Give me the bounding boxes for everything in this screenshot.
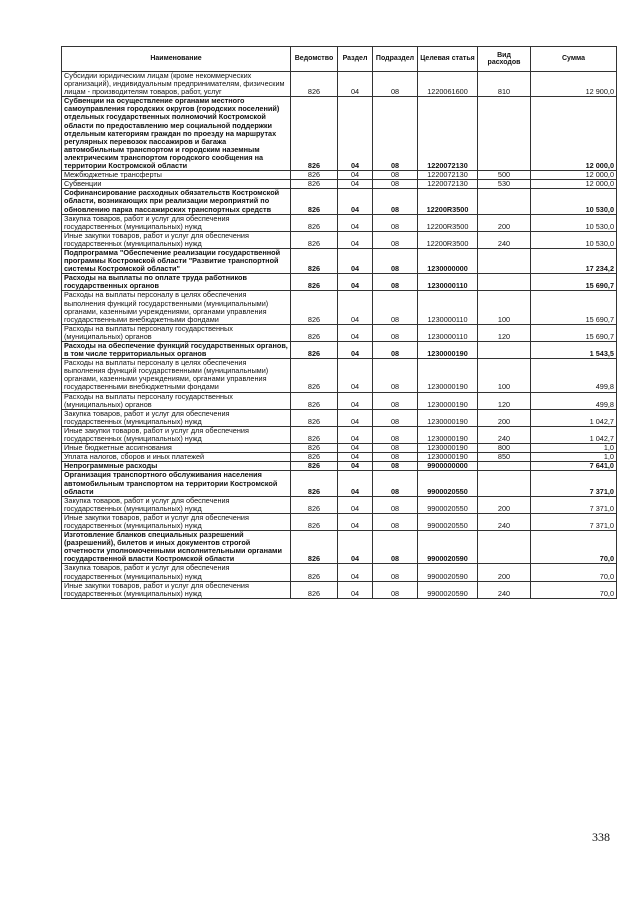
header-row bbox=[62, 47, 617, 72]
cell-section: 04 bbox=[338, 180, 373, 189]
cell-dept: 826 bbox=[291, 462, 338, 471]
cell-dept: 826 bbox=[291, 342, 338, 359]
cell-sum: 1 543,5 bbox=[531, 342, 617, 359]
table-row bbox=[62, 426, 617, 443]
cell-subsection: 08 bbox=[373, 274, 418, 291]
cell-target: 1230000110 bbox=[418, 291, 478, 324]
table-row bbox=[62, 564, 617, 581]
cell-sum: 1 042,7 bbox=[531, 409, 617, 426]
cell-name: Софинансирование расходных обязательств Костромской области, возникающих при реализации мероприятий по обновлению парка пассажирских транспортных средств bbox=[62, 189, 291, 214]
cell-section: 04 bbox=[338, 444, 373, 453]
table-header bbox=[62, 47, 617, 72]
cell-section: 04 bbox=[338, 496, 373, 513]
cell-target: 1230000190 bbox=[418, 392, 478, 409]
cell-exp-type: 100 bbox=[478, 291, 531, 324]
cell-dept: 826 bbox=[291, 513, 338, 530]
cell-name: Расходы на выплаты персоналу государственных (муниципальных) органов bbox=[62, 392, 291, 409]
cell-dept: 826 bbox=[291, 453, 338, 462]
cell-dept: 826 bbox=[291, 409, 338, 426]
cell-section: 04 bbox=[338, 426, 373, 443]
cell-subsection: 08 bbox=[373, 471, 418, 496]
cell-target: 9900020550 bbox=[418, 471, 478, 496]
table-row bbox=[62, 496, 617, 513]
cell-subsection: 08 bbox=[373, 324, 418, 341]
cell-exp-type: 200 bbox=[478, 214, 531, 231]
cell-target: 9900000000 bbox=[418, 462, 478, 471]
table-row bbox=[62, 189, 617, 214]
cell-exp-type bbox=[478, 97, 531, 171]
cell-target: 1230000190 bbox=[418, 426, 478, 443]
cell-dept: 826 bbox=[291, 471, 338, 496]
cell-exp-type: 240 bbox=[478, 231, 531, 248]
cell-sum: 70,0 bbox=[531, 564, 617, 581]
table-row bbox=[62, 180, 617, 189]
cell-subsection: 08 bbox=[373, 291, 418, 324]
cell-name: Закупка товаров, работ и услуг для обеспечения государственных (муниципальных) нужд bbox=[62, 409, 291, 426]
cell-section: 04 bbox=[338, 564, 373, 581]
cell-target: 12200R3500 bbox=[418, 214, 478, 231]
cell-dept: 826 bbox=[291, 324, 338, 341]
cell-target: 1220061600 bbox=[418, 72, 478, 97]
cell-subsection: 08 bbox=[373, 409, 418, 426]
cell-sum: 499,8 bbox=[531, 392, 617, 409]
cell-name: Расходы на обеспечение функций государственных органов, в том числе территориальных органов bbox=[62, 342, 291, 359]
cell-dept: 826 bbox=[291, 359, 338, 392]
cell-exp-type: 200 bbox=[478, 564, 531, 581]
cell-exp-type: 120 bbox=[478, 392, 531, 409]
cell-exp-type: 800 bbox=[478, 444, 531, 453]
cell-dept: 826 bbox=[291, 248, 338, 273]
cell-exp-type: 200 bbox=[478, 409, 531, 426]
cell-exp-type: 500 bbox=[478, 171, 531, 180]
header-sum: Сумма bbox=[531, 47, 617, 72]
cell-dept: 826 bbox=[291, 97, 338, 171]
cell-subsection: 08 bbox=[373, 462, 418, 471]
cell-exp-type bbox=[478, 189, 531, 214]
table-row bbox=[62, 72, 617, 97]
cell-section: 04 bbox=[338, 409, 373, 426]
cell-sum: 499,8 bbox=[531, 359, 617, 392]
cell-target: 1230000000 bbox=[418, 248, 478, 273]
cell-name: Иные закупки товаров, работ и услуг для обеспечения государственных (муниципальных) нужд bbox=[62, 231, 291, 248]
cell-sum: 17 234,2 bbox=[531, 248, 617, 273]
table-row bbox=[62, 513, 617, 530]
cell-dept: 826 bbox=[291, 392, 338, 409]
cell-target: 1220072130 bbox=[418, 180, 478, 189]
cell-subsection: 08 bbox=[373, 97, 418, 171]
cell-name: Закупка товаров, работ и услуг для обеспечения государственных (муниципальных) нужд bbox=[62, 496, 291, 513]
table-row bbox=[62, 453, 617, 462]
page-number: 338 bbox=[592, 830, 610, 844]
header-subsection: Подраздел bbox=[373, 47, 418, 72]
cell-name: Уплата налогов, сборов и иных платежей bbox=[62, 453, 291, 462]
cell-target: 12200R3500 bbox=[418, 189, 478, 214]
cell-section: 04 bbox=[338, 274, 373, 291]
cell-subsection: 08 bbox=[373, 171, 418, 180]
cell-target: 1220072130 bbox=[418, 171, 478, 180]
table-row bbox=[62, 462, 617, 471]
cell-subsection: 08 bbox=[373, 453, 418, 462]
cell-subsection: 08 bbox=[373, 426, 418, 443]
table-row bbox=[62, 274, 617, 291]
cell-sum: 70,0 bbox=[531, 531, 617, 564]
cell-section: 04 bbox=[338, 72, 373, 97]
cell-name: Субвенции bbox=[62, 180, 291, 189]
header-name: Наименование bbox=[62, 47, 291, 72]
cell-section: 04 bbox=[338, 462, 373, 471]
cell-name: Изготовление бланков специальных разрешений (разрешений), билетов и иных документов строгой отчетности уполномоченными исполнительными органами государственной власти Костромской области bbox=[62, 531, 291, 564]
table-row bbox=[62, 97, 617, 171]
cell-exp-type bbox=[478, 462, 531, 471]
cell-section: 04 bbox=[338, 392, 373, 409]
cell-name: Расходы на выплаты персоналу государственных (муниципальных) органов bbox=[62, 324, 291, 341]
cell-dept: 826 bbox=[291, 214, 338, 231]
cell-dept: 826 bbox=[291, 72, 338, 97]
cell-subsection: 08 bbox=[373, 359, 418, 392]
table-row bbox=[62, 531, 617, 564]
cell-sum: 12 000,0 bbox=[531, 180, 617, 189]
cell-target: 9900020550 bbox=[418, 513, 478, 530]
cell-name: Иные бюджетные ассигнования bbox=[62, 444, 291, 453]
cell-sum: 7 371,0 bbox=[531, 513, 617, 530]
cell-subsection: 08 bbox=[373, 392, 418, 409]
cell-sum: 1,0 bbox=[531, 453, 617, 462]
cell-subsection: 08 bbox=[373, 214, 418, 231]
cell-target: 1230000110 bbox=[418, 324, 478, 341]
cell-sum: 7 641,0 bbox=[531, 462, 617, 471]
cell-section: 04 bbox=[338, 359, 373, 392]
cell-exp-type bbox=[478, 342, 531, 359]
cell-section: 04 bbox=[338, 453, 373, 462]
cell-exp-type bbox=[478, 471, 531, 496]
cell-name: Расходы на выплаты по оплате труда работников государственных органов bbox=[62, 274, 291, 291]
cell-sum: 1 042,7 bbox=[531, 426, 617, 443]
cell-subsection: 08 bbox=[373, 180, 418, 189]
cell-exp-type bbox=[478, 248, 531, 273]
cell-exp-type: 240 bbox=[478, 581, 531, 598]
cell-name: Субвенции на осуществление органами местного самоуправления городских округов (городских поселений) отдельных государственных полномочий Костромской области по предоставлению мер социальной поддержки отдельным категориям граждан по проезду на маршрутах регулярных перевозок пассажиров и багажа автомобильным транспортом и городским наземным электрическим транспортом городского сообщения на территории Костромской области bbox=[62, 97, 291, 171]
cell-section: 04 bbox=[338, 342, 373, 359]
cell-name: Подпрограмма "Обеспечение реализации государственной программы Костромской области "Развитие транспортной системы Костромской области" bbox=[62, 248, 291, 273]
cell-sum: 10 530,0 bbox=[531, 231, 617, 248]
cell-exp-type: 530 bbox=[478, 180, 531, 189]
table-body bbox=[62, 72, 617, 599]
cell-exp-type bbox=[478, 274, 531, 291]
cell-dept: 826 bbox=[291, 231, 338, 248]
cell-sum: 12 900,0 bbox=[531, 72, 617, 97]
table-row bbox=[62, 409, 617, 426]
cell-subsection: 08 bbox=[373, 248, 418, 273]
table-row bbox=[62, 392, 617, 409]
cell-sum: 10 530,0 bbox=[531, 189, 617, 214]
cell-subsection: 08 bbox=[373, 189, 418, 214]
cell-dept: 826 bbox=[291, 564, 338, 581]
table-row bbox=[62, 291, 617, 324]
cell-subsection: 08 bbox=[373, 581, 418, 598]
cell-dept: 826 bbox=[291, 444, 338, 453]
cell-target: 9900020550 bbox=[418, 496, 478, 513]
cell-sum: 15 690,7 bbox=[531, 324, 617, 341]
cell-dept: 826 bbox=[291, 274, 338, 291]
cell-section: 04 bbox=[338, 581, 373, 598]
cell-dept: 826 bbox=[291, 426, 338, 443]
cell-section: 04 bbox=[338, 189, 373, 214]
cell-subsection: 08 bbox=[373, 513, 418, 530]
cell-name: Непрограммные расходы bbox=[62, 462, 291, 471]
budget-table-sheet bbox=[61, 46, 616, 599]
header-section: Раздел bbox=[338, 47, 373, 72]
cell-sum: 10 530,0 bbox=[531, 214, 617, 231]
cell-exp-type: 120 bbox=[478, 324, 531, 341]
cell-dept: 826 bbox=[291, 189, 338, 214]
cell-subsection: 08 bbox=[373, 496, 418, 513]
cell-target: 1230000190 bbox=[418, 342, 478, 359]
table-row bbox=[62, 581, 617, 598]
table-row bbox=[62, 231, 617, 248]
cell-section: 04 bbox=[338, 291, 373, 324]
cell-target: 9900020590 bbox=[418, 564, 478, 581]
cell-section: 04 bbox=[338, 471, 373, 496]
cell-exp-type: 240 bbox=[478, 426, 531, 443]
cell-sum: 7 371,0 bbox=[531, 471, 617, 496]
cell-section: 04 bbox=[338, 513, 373, 530]
cell-name: Межбюджетные трансферты bbox=[62, 171, 291, 180]
cell-exp-type: 200 bbox=[478, 496, 531, 513]
cell-section: 04 bbox=[338, 231, 373, 248]
cell-dept: 826 bbox=[291, 581, 338, 598]
cell-section: 04 bbox=[338, 531, 373, 564]
cell-target: 1230000190 bbox=[418, 444, 478, 453]
cell-subsection: 08 bbox=[373, 231, 418, 248]
cell-exp-type: 240 bbox=[478, 513, 531, 530]
cell-name: Иные закупки товаров, работ и услуг для обеспечения государственных (муниципальных) нужд bbox=[62, 581, 291, 598]
cell-name: Закупка товаров, работ и услуг для обеспечения государственных (муниципальных) нужд bbox=[62, 214, 291, 231]
cell-name: Субсидии юридическим лицам (кроме некоммерческих организаций), индивидуальным предпринимателям, физическим лицам - производителям товаров, работ, услуг bbox=[62, 72, 291, 97]
cell-subsection: 08 bbox=[373, 531, 418, 564]
cell-name: Иные закупки товаров, работ и услуг для обеспечения государственных (муниципальных) нужд bbox=[62, 513, 291, 530]
cell-dept: 826 bbox=[291, 291, 338, 324]
cell-dept: 826 bbox=[291, 180, 338, 189]
cell-section: 04 bbox=[338, 248, 373, 273]
table-row bbox=[62, 359, 617, 392]
cell-name: Организация транспортного обслуживания населения автомобильным транспортом на территории Костромской области bbox=[62, 471, 291, 496]
cell-target: 1230000190 bbox=[418, 409, 478, 426]
cell-exp-type: 810 bbox=[478, 72, 531, 97]
cell-name: Расходы на выплаты персоналу в целях обеспечения выполнения функций государственными (муниципальными) органами, казенными учреждениями, органами управления государственными внебюджетными фондами bbox=[62, 359, 291, 392]
table-row bbox=[62, 342, 617, 359]
cell-subsection: 08 bbox=[373, 444, 418, 453]
cell-exp-type: 100 bbox=[478, 359, 531, 392]
cell-exp-type bbox=[478, 531, 531, 564]
cell-section: 04 bbox=[338, 171, 373, 180]
cell-target: 1230000190 bbox=[418, 453, 478, 462]
cell-sum: 1,0 bbox=[531, 444, 617, 453]
cell-target: 12200R3500 bbox=[418, 231, 478, 248]
cell-section: 04 bbox=[338, 214, 373, 231]
cell-subsection: 08 bbox=[373, 72, 418, 97]
cell-target: 1220072130 bbox=[418, 97, 478, 171]
header-exp-type: Вид расходов bbox=[478, 47, 531, 72]
cell-sum: 12 000,0 bbox=[531, 97, 617, 171]
header-dept: Ведомство bbox=[291, 47, 338, 72]
cell-subsection: 08 bbox=[373, 342, 418, 359]
cell-name: Иные закупки товаров, работ и услуг для обеспечения государственных (муниципальных) нужд bbox=[62, 426, 291, 443]
cell-target: 9900020590 bbox=[418, 531, 478, 564]
cell-sum: 15 690,7 bbox=[531, 274, 617, 291]
table-row bbox=[62, 444, 617, 453]
cell-sum: 15 690,7 bbox=[531, 291, 617, 324]
cell-exp-type: 850 bbox=[478, 453, 531, 462]
cell-sum: 7 371,0 bbox=[531, 496, 617, 513]
budget-table bbox=[61, 46, 617, 599]
cell-target: 1230000190 bbox=[418, 359, 478, 392]
cell-subsection: 08 bbox=[373, 564, 418, 581]
cell-name: Расходы на выплаты персоналу в целях обеспечения выполнения функций государственными (муниципальными) органами, казенными учреждениями, органами управления государственными внебюджетными фондами bbox=[62, 291, 291, 324]
cell-sum: 70,0 bbox=[531, 581, 617, 598]
cell-name: Закупка товаров, работ и услуг для обеспечения государственных (муниципальных) нужд bbox=[62, 564, 291, 581]
cell-sum: 12 000,0 bbox=[531, 171, 617, 180]
cell-dept: 826 bbox=[291, 531, 338, 564]
cell-section: 04 bbox=[338, 324, 373, 341]
cell-target: 9900020590 bbox=[418, 581, 478, 598]
table-row bbox=[62, 324, 617, 341]
header-target: Целевая статья bbox=[418, 47, 478, 72]
table-row bbox=[62, 214, 617, 231]
table-row bbox=[62, 248, 617, 273]
table-row bbox=[62, 171, 617, 180]
cell-target: 1230000110 bbox=[418, 274, 478, 291]
table-row bbox=[62, 471, 617, 496]
cell-dept: 826 bbox=[291, 171, 338, 180]
cell-dept: 826 bbox=[291, 496, 338, 513]
cell-section: 04 bbox=[338, 97, 373, 171]
